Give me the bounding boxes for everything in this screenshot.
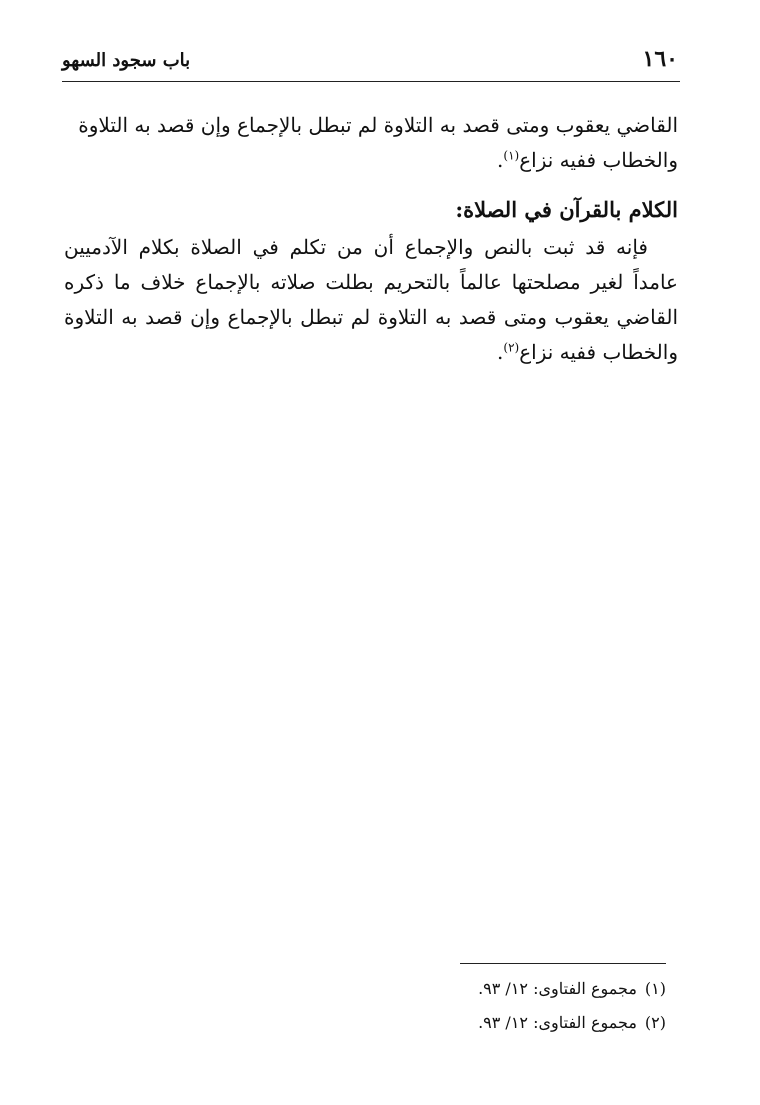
main-text [64, 108, 678, 370]
footnote-divider [460, 963, 666, 964]
footnote-1 [360, 972, 666, 1006]
paragraph-end-mark: . [497, 148, 504, 172]
footnote-number: (١) [644, 979, 666, 998]
footnote-reference-2: (٢) [503, 340, 520, 355]
paragraph-line: القاضي يعقوب ومتى قصد به التلاوة لم تبطل بالإجماع وإن قصد به التلاوة [78, 113, 678, 137]
footnote-number: (٢) [644, 1013, 666, 1032]
header-divider [62, 81, 680, 82]
section-heading: الكلام بالقرآن في الصلاة: [455, 197, 678, 222]
footnote-text: مجموع الفتاوى: ١٢/ ٩٣. [478, 979, 637, 998]
running-title: باب سجود السهو [62, 50, 191, 71]
paragraph-text: فإنه قد ثبت بالنص والإجماع أن من تكلم في الصلاة بكلام الآدميين عامداً لغير مصلحتها عالماً بالتحريم بطلت صلاته بالإجماع خلاف ما ذكره القاضي يعقوب ومتى قصد به التلاوة لم تبطل بالإجماع وإن قصد به التلاوة والخطاب ففيه نزاع [64, 235, 678, 364]
footnote-text: مجموع الفتاوى: ١٢/ ٩٣. [478, 1013, 637, 1032]
footnotes [360, 972, 666, 1040]
paragraph-continued [64, 108, 678, 178]
paragraph [64, 230, 678, 370]
paragraph-line: والخطاب ففيه نزاع [519, 148, 678, 172]
paragraph-end-mark: . [497, 340, 504, 364]
page-number: ١٦٠ [642, 46, 678, 72]
footnote-2 [360, 1006, 666, 1040]
page-header [62, 46, 680, 80]
footnote-reference-1: (١) [503, 148, 520, 163]
